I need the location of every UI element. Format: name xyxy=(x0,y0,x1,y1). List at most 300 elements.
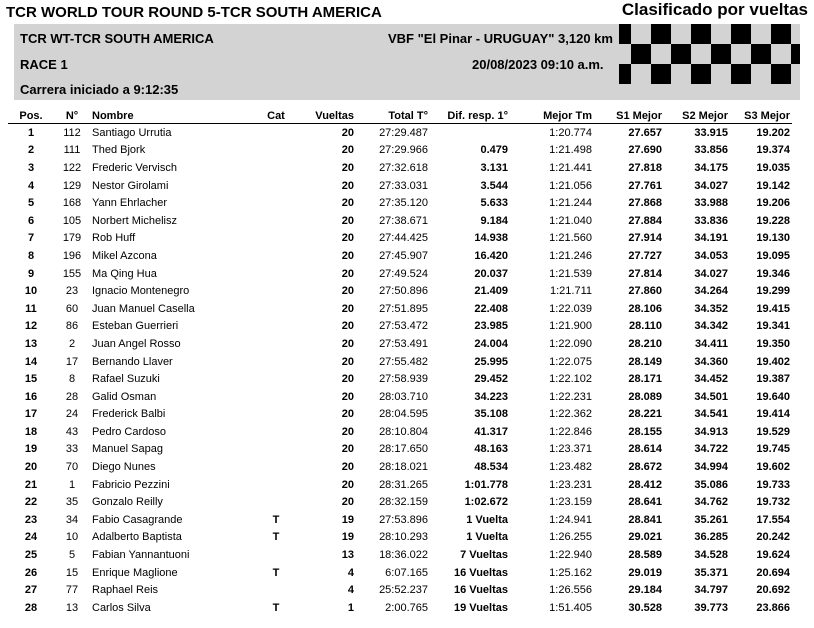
cell-pos: 17 xyxy=(24,408,38,421)
cell-total: 28:32.159 xyxy=(379,496,428,509)
cell-s3: 19.095 xyxy=(756,249,790,262)
cell-s1: 27.727 xyxy=(628,249,662,262)
cell-laps: 20 xyxy=(341,496,354,509)
cell-s1: 30.528 xyxy=(628,601,662,614)
cell-gap: 1:02.672 xyxy=(464,496,508,509)
cell-s2: 34.027 xyxy=(694,267,728,280)
cell-laps: 19 xyxy=(341,531,354,544)
cell-laps: 20 xyxy=(341,197,354,210)
cell-s2: 34.411 xyxy=(694,337,728,350)
cell-s3: 19.035 xyxy=(756,161,790,174)
cell-best: 1:22.102 xyxy=(549,373,592,386)
cell-pos: 28 xyxy=(24,601,38,614)
cell-best: 1:20.774 xyxy=(549,126,592,139)
cell-laps: 20 xyxy=(341,285,354,298)
cell-name: Frederic Vervisch xyxy=(92,161,177,174)
cell-best: 1:51.405 xyxy=(549,601,592,614)
cell-name: Esteban Guerrieri xyxy=(92,320,179,333)
cell-s1: 28.412 xyxy=(628,478,662,491)
cell-s3: 19.415 xyxy=(756,302,790,315)
cell-s3: 19.624 xyxy=(756,549,790,562)
race-datetime: 20/08/2023 09:10 a.m. xyxy=(472,57,604,72)
cell-s2: 34.994 xyxy=(694,461,728,474)
cell-gap: 24.004 xyxy=(474,337,508,350)
cell-total: 27:51.895 xyxy=(379,302,428,315)
cell-num: 15 xyxy=(65,566,79,579)
cell-cat: T xyxy=(272,531,280,544)
table-row xyxy=(8,441,792,459)
cell-cat: T xyxy=(272,513,280,526)
cell-s1: 27.860 xyxy=(628,285,662,298)
cell-total: 27:33.031 xyxy=(379,179,428,192)
cell-best: 1:23.482 xyxy=(549,461,592,474)
flag-square xyxy=(671,44,691,64)
cell-name: Raphael Reis xyxy=(92,584,159,597)
cell-s3: 19.130 xyxy=(756,232,790,245)
cell-pos: 19 xyxy=(24,443,38,456)
cell-s3: 19.299 xyxy=(756,285,790,298)
cell-laps: 4 xyxy=(347,584,354,597)
cell-best: 1:21.040 xyxy=(549,214,592,227)
table-row xyxy=(8,194,792,212)
cell-cat xyxy=(250,159,302,177)
cell-name: Norbert Michelisz xyxy=(92,214,177,227)
cell-s2: 34.053 xyxy=(694,249,728,262)
cell-laps: 4 xyxy=(347,566,354,579)
cell-name: Gonzalo Reilly xyxy=(92,496,163,509)
cell-s3: 19.387 xyxy=(756,373,790,386)
cell-s3: 17.554 xyxy=(756,513,790,526)
cell-s1: 28.589 xyxy=(628,549,662,562)
cell-num: 34 xyxy=(65,513,79,526)
cell-s1: 29.019 xyxy=(628,566,662,579)
table-row xyxy=(8,476,792,494)
cell-cat xyxy=(250,124,302,142)
cell-laps: 20 xyxy=(341,161,354,174)
table-row xyxy=(8,493,792,511)
cell-name: Mikel Azcona xyxy=(92,249,157,262)
cell-gap: 1:01.778 xyxy=(464,478,508,491)
cell-laps: 20 xyxy=(341,478,354,491)
cell-laps: 20 xyxy=(341,337,354,350)
cell-laps: 20 xyxy=(341,302,354,315)
cell-s1: 27.657 xyxy=(628,126,662,139)
flag-square xyxy=(691,24,711,44)
cell-pos: 4 xyxy=(27,179,35,192)
cell-laps: 20 xyxy=(341,355,354,368)
cell-s1: 27.761 xyxy=(628,179,662,192)
checkered-flag xyxy=(619,24,800,84)
flag-square xyxy=(791,44,800,64)
cell-s3: 19.202 xyxy=(756,126,790,139)
cell-laps: 19 xyxy=(341,513,354,526)
cell-pos: 23 xyxy=(24,513,38,526)
cell-s2: 33.836 xyxy=(694,214,728,227)
cell-best: 1:22.231 xyxy=(549,390,592,403)
cell-best: 1:26.255 xyxy=(549,531,592,544)
cell-s3: 19.745 xyxy=(756,443,790,456)
cell-s1: 29.021 xyxy=(628,531,662,544)
cell-pos: 25 xyxy=(24,549,38,562)
results-table xyxy=(8,109,792,617)
cell-pos: 15 xyxy=(24,373,38,386)
cell-pos: 11 xyxy=(25,302,37,315)
cell-name: Rafael Suzuki xyxy=(92,373,160,386)
cell-s2: 34.913 xyxy=(694,425,728,438)
cell-total: 18:36.022 xyxy=(379,549,428,562)
cell-total: 27:53.491 xyxy=(379,337,428,350)
cell-s2: 33.915 xyxy=(694,126,728,139)
col-cat: Cat xyxy=(267,110,285,122)
cell-name: Ignacio Montenegro xyxy=(92,285,190,298)
cell-name: Fabian Yannantuoni xyxy=(92,549,190,562)
cell-s2: 39.773 xyxy=(694,601,728,614)
table-row xyxy=(8,546,792,564)
cell-best: 1:22.090 xyxy=(549,337,592,350)
cell-num: 8 xyxy=(68,373,76,386)
cell-s2: 34.528 xyxy=(694,549,728,562)
cell-cat xyxy=(250,458,302,476)
cell-total: 28:18.021 xyxy=(379,461,428,474)
cell-gap: 3.131 xyxy=(480,161,508,174)
cell-name: Rob Huff xyxy=(92,232,136,245)
cell-s2: 34.264 xyxy=(694,285,728,298)
cell-s2: 34.342 xyxy=(694,320,728,333)
table-row xyxy=(8,529,792,547)
table-row xyxy=(8,458,792,476)
cell-best: 1:26.556 xyxy=(549,584,592,597)
cell-s1: 28.110 xyxy=(628,320,662,333)
cell-s2: 36.285 xyxy=(694,531,728,544)
table-row xyxy=(8,599,792,617)
cell-name: Thed Bjork xyxy=(92,144,146,157)
cell-pos: 1 xyxy=(27,126,35,139)
flag-square xyxy=(619,24,631,44)
cell-pos: 13 xyxy=(24,337,38,350)
cell-gap: 14.938 xyxy=(474,232,508,245)
cell-cat xyxy=(250,353,302,371)
cell-s1: 27.914 xyxy=(628,232,662,245)
cell-best: 1:21.246 xyxy=(549,249,592,262)
cell-best: 1:21.244 xyxy=(549,197,592,210)
cell-cat xyxy=(250,493,302,511)
cell-laps: 20 xyxy=(341,179,354,192)
flag-square xyxy=(651,64,671,84)
table-row xyxy=(8,388,792,406)
cell-s2: 34.722 xyxy=(694,443,728,456)
cell-cat xyxy=(250,335,302,353)
cell-s2: 33.988 xyxy=(694,197,728,210)
cell-s3: 19.732 xyxy=(756,496,790,509)
flag-square xyxy=(731,64,751,84)
cell-pos: 9 xyxy=(27,267,35,280)
cell-s3: 20.692 xyxy=(756,584,790,597)
col-s1: S1 Mejor xyxy=(616,110,662,122)
event-title: TCR WORLD TOUR ROUND 5-TCR SOUTH AMERICA xyxy=(6,4,382,21)
cell-s1: 28.149 xyxy=(628,355,662,368)
cell-pos: 12 xyxy=(24,320,38,333)
cell-total: 27:32.618 xyxy=(379,161,428,174)
cell-num: 43 xyxy=(65,425,79,438)
cell-pos: 24 xyxy=(24,531,38,544)
cell-s2: 34.452 xyxy=(694,373,728,386)
cell-gap: 5.633 xyxy=(480,197,508,210)
cell-gap: 21.409 xyxy=(474,285,508,298)
cell-cat: T xyxy=(272,566,280,579)
cell-s3: 19.206 xyxy=(756,197,790,210)
cell-name: Pedro Cardoso xyxy=(92,425,166,438)
cell-total: 27:38.671 xyxy=(379,214,428,227)
cell-cat xyxy=(250,318,302,336)
cell-cat xyxy=(250,441,302,459)
cell-num: 1 xyxy=(68,478,76,491)
cell-name: Galid Osman xyxy=(92,390,157,403)
cell-laps: 20 xyxy=(341,320,354,333)
table-row xyxy=(8,581,792,599)
cell-s3: 19.602 xyxy=(756,461,790,474)
cell-name: Fabricio Pezzini xyxy=(92,478,170,491)
cell-name: Fabio Casagrande xyxy=(92,513,183,526)
flag-square xyxy=(711,44,731,64)
cell-name: Juan Angel Rosso xyxy=(92,337,181,350)
cell-best: 1:21.711 xyxy=(549,285,592,298)
table-row xyxy=(8,282,792,300)
cell-pos: 22 xyxy=(24,496,38,509)
cell-pos: 14 xyxy=(24,355,38,368)
cell-best: 1:23.159 xyxy=(549,496,592,509)
cell-gap: 1 Vuelta xyxy=(466,513,508,526)
cell-laps: 1 xyxy=(347,601,354,614)
table-row xyxy=(8,177,792,195)
cell-gap: 41.317 xyxy=(474,425,508,438)
cell-num: 70 xyxy=(65,461,79,474)
cell-s2: 35.371 xyxy=(694,566,728,579)
cell-num: 168 xyxy=(62,197,82,210)
cell-cat xyxy=(250,177,302,195)
cell-best: 1:25.162 xyxy=(549,566,592,579)
cell-num: 179 xyxy=(62,232,82,245)
col-laps: Vueltas xyxy=(315,110,354,122)
cell-pos: 26 xyxy=(24,566,38,579)
cell-best: 1:21.498 xyxy=(549,144,592,157)
report-type: Clasificado por vueltas xyxy=(621,0,808,19)
cell-num: 5 xyxy=(68,549,76,562)
cell-num: 28 xyxy=(65,390,79,403)
cell-s1: 28.672 xyxy=(628,461,662,474)
cell-s2: 34.797 xyxy=(694,584,728,597)
race-name: RACE 1 xyxy=(20,57,68,72)
cell-num: 112 xyxy=(63,126,81,139)
cell-name: Juan Manuel Casella xyxy=(92,302,195,315)
cell-s3: 19.142 xyxy=(756,179,790,192)
cell-num: 86 xyxy=(65,320,79,333)
cell-s2: 34.352 xyxy=(694,302,728,315)
cell-s3: 19.350 xyxy=(756,337,790,350)
cell-name: Santiago Urrutia xyxy=(92,126,172,139)
cell-s1: 28.641 xyxy=(628,496,662,509)
cell-s3: 19.374 xyxy=(756,144,790,157)
cell-s2: 34.191 xyxy=(694,232,728,245)
cell-gap: 34.223 xyxy=(474,390,508,403)
cell-name: Diego Nunes xyxy=(92,461,156,474)
cell-num: 155 xyxy=(62,267,82,280)
flag-square xyxy=(751,44,771,64)
table-row xyxy=(8,406,792,424)
cell-num: 105 xyxy=(62,214,82,227)
cell-laps: 20 xyxy=(341,144,354,157)
cell-laps: 20 xyxy=(341,126,354,139)
col-total: Total T° xyxy=(388,110,428,122)
cell-gap: 29.452 xyxy=(474,373,508,386)
flag-square xyxy=(651,24,671,44)
cell-num: 122 xyxy=(62,161,82,174)
flag-square xyxy=(731,24,751,44)
table-row xyxy=(8,142,792,160)
cell-num: 17 xyxy=(65,355,79,368)
cell-cat xyxy=(250,142,302,160)
cell-s2: 35.086 xyxy=(694,478,728,491)
cell-best: 1:21.441 xyxy=(549,161,592,174)
cell-gap: 19 Vueltas xyxy=(453,601,508,614)
cell-gap: 1 Vuelta xyxy=(466,531,508,544)
flag-square xyxy=(771,64,791,84)
cell-s1: 29.184 xyxy=(628,584,662,597)
cell-best: 1:22.362 xyxy=(549,408,592,421)
flag-square xyxy=(691,64,711,84)
cell-s2: 34.541 xyxy=(694,408,728,421)
cell-s2: 33.856 xyxy=(694,144,728,157)
table-header xyxy=(8,109,792,124)
cell-total: 28:03.710 xyxy=(379,390,428,403)
cell-s3: 19.228 xyxy=(756,214,790,227)
table-row xyxy=(8,370,792,388)
cell-best: 1:21.056 xyxy=(549,179,592,192)
cell-s1: 27.884 xyxy=(628,214,662,227)
cell-cat: T xyxy=(272,601,280,614)
cell-pos: 18 xyxy=(24,425,38,438)
cell-cat xyxy=(250,476,302,494)
table-row xyxy=(8,159,792,177)
cell-total: 28:04.595 xyxy=(379,408,428,421)
cell-total: 27:53.896 xyxy=(379,513,428,526)
cell-best: 1:22.940 xyxy=(549,549,592,562)
cell-num: 111 xyxy=(63,144,81,157)
col-num: N° xyxy=(65,110,79,122)
series-name: TCR WT-TCR SOUTH AMERICA xyxy=(20,31,214,46)
cell-best: 1:23.231 xyxy=(549,478,592,491)
cell-name: Adalberto Baptista xyxy=(92,531,182,544)
cell-cat xyxy=(250,230,302,248)
cell-gap: 7 Vueltas xyxy=(460,549,508,562)
cell-total: 27:35.120 xyxy=(379,197,428,210)
cell-gap: 35.108 xyxy=(474,408,508,421)
cell-s3: 19.346 xyxy=(756,267,790,280)
cell-best: 1:21.539 xyxy=(549,267,592,280)
cell-laps: 20 xyxy=(341,425,354,438)
cell-gap xyxy=(430,124,510,142)
col-name: Nombre xyxy=(92,110,134,122)
col-s3: S3 Mejor xyxy=(744,110,790,122)
cell-num: 13 xyxy=(65,601,79,614)
cell-best: 1:23.371 xyxy=(549,443,592,456)
cell-pos: 6 xyxy=(27,214,35,227)
cell-s1: 28.089 xyxy=(628,390,662,403)
cell-num: 196 xyxy=(62,249,82,262)
cell-laps: 20 xyxy=(341,232,354,245)
cell-cat xyxy=(250,406,302,424)
table-row xyxy=(8,265,792,283)
col-pos: Pos. xyxy=(19,110,43,122)
cell-s2: 34.175 xyxy=(694,161,728,174)
cell-cat xyxy=(250,581,302,599)
cell-total: 28:17.650 xyxy=(379,443,428,456)
cell-gap: 48.534 xyxy=(474,461,508,474)
cell-name: Ma Qing Hua xyxy=(92,267,157,280)
flag-square xyxy=(631,44,651,64)
table-row xyxy=(8,230,792,248)
cell-pos: 3 xyxy=(27,161,35,174)
cell-s3: 20.242 xyxy=(756,531,790,544)
flag-square xyxy=(771,24,791,44)
cell-s3: 23.866 xyxy=(756,601,790,614)
cell-name: Frederick Balbi xyxy=(92,408,166,421)
cell-s1: 28.221 xyxy=(628,408,662,421)
cell-gap: 48.163 xyxy=(474,443,508,456)
cell-pos: 27 xyxy=(24,584,38,597)
cell-s2: 34.762 xyxy=(694,496,728,509)
cell-cat xyxy=(250,194,302,212)
cell-best: 1:22.846 xyxy=(549,425,592,438)
cell-gap: 20.037 xyxy=(474,267,508,280)
cell-s2: 34.501 xyxy=(694,390,728,403)
cell-pos: 20 xyxy=(24,461,38,474)
cell-pos: 2 xyxy=(27,144,35,157)
cell-gap: 25.995 xyxy=(474,355,508,368)
cell-cat xyxy=(250,212,302,230)
cell-cat xyxy=(250,423,302,441)
cell-pos: 16 xyxy=(24,390,38,403)
cell-best: 1:22.039 xyxy=(549,302,592,315)
table-row xyxy=(8,124,792,142)
cell-total: 27:53.472 xyxy=(379,320,428,333)
cell-s3: 19.341 xyxy=(756,320,790,333)
cell-laps: 20 xyxy=(341,214,354,227)
cell-laps: 13 xyxy=(341,549,354,562)
cell-name: Nestor Girolami xyxy=(92,179,169,192)
cell-num: 10 xyxy=(65,531,79,544)
table-row xyxy=(8,300,792,318)
cell-name: Yann Ehrlacher xyxy=(92,197,168,210)
cell-cat xyxy=(250,546,302,564)
cell-total: 27:58.939 xyxy=(379,373,428,386)
cell-num: 60 xyxy=(65,302,79,315)
cell-num: 35 xyxy=(65,496,79,509)
cell-gap: 16.420 xyxy=(474,249,508,262)
cell-total: 28:10.804 xyxy=(379,425,428,438)
cell-laps: 20 xyxy=(341,267,354,280)
cell-s3: 20.694 xyxy=(756,566,790,579)
cell-total: 28:31.265 xyxy=(379,478,428,491)
table-row xyxy=(8,353,792,371)
cell-best: 1:21.900 xyxy=(549,320,592,333)
cell-gap: 23.985 xyxy=(474,320,508,333)
cell-name: Carlos Silva xyxy=(92,601,151,614)
cell-total: 27:45.907 xyxy=(379,249,428,262)
table-row xyxy=(8,335,792,353)
cell-pos: 21 xyxy=(24,478,38,491)
cell-gap: 3.544 xyxy=(480,179,508,192)
cell-num: 23 xyxy=(65,285,79,298)
